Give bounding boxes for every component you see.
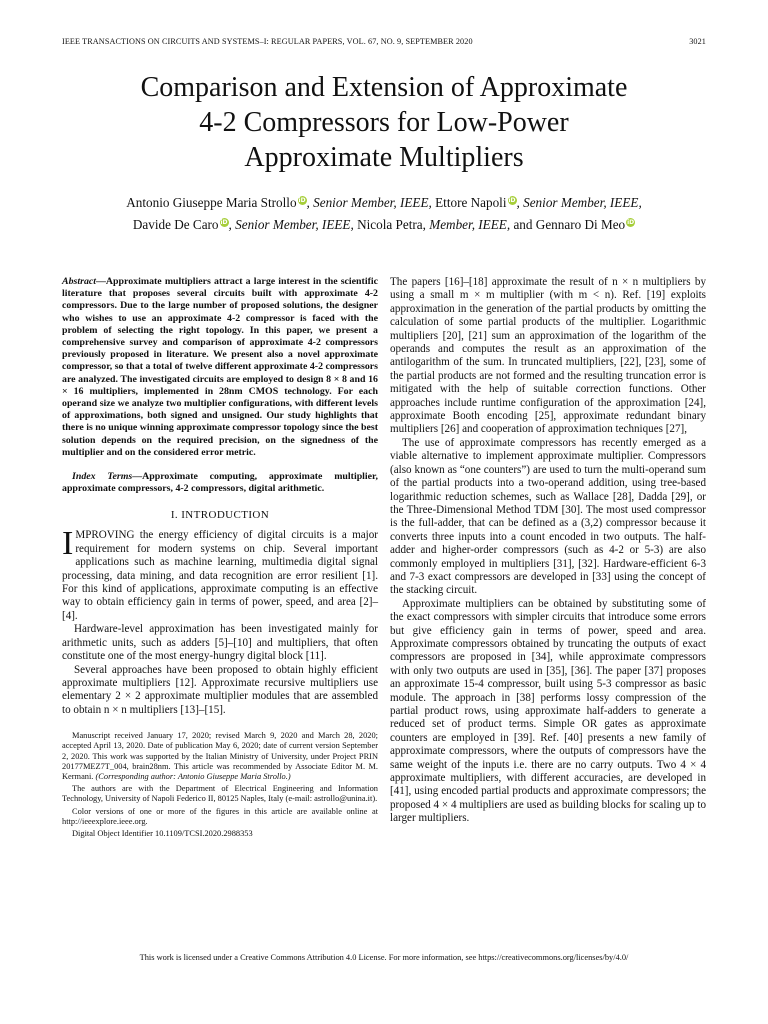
abstract-label: Abstract (62, 276, 97, 287)
footnote-text: Manuscript received January 17, 2020; revised March 9, 2020 and March 28, 2020; accepted April 13, 2020. Date of publication May 6, 2020; date of current version September 2, 2020. This work was supported by the Italian Ministry of University, under Project PRIN 20177MEZ7T_004, brain28nm. This article was recommended by Associate Editor M. M. Kermani. (62, 731, 378, 781)
author-name: and Gennaro Di Meo (510, 217, 626, 232)
page-number: 3021 (689, 37, 706, 46)
author-line (60, 214, 708, 236)
author-affiliation: , Senior Member, IEEE, (306, 195, 432, 210)
intro-text: MPROVING the energy efficiency of digital circuits is a major requirement for modern systems on chip. Several important applications such as machine learning, multimedia digital signal processing, data mining, and data recognition are error resilient [1]. For this kind of applications, approximate computing is an effective way to obtain efficiency gain in terms of power, speed, and area [2]–[4]. (62, 529, 378, 622)
author-name: Davide De Caro (132, 217, 219, 232)
footnote-manuscript (62, 731, 378, 782)
orcid-icon[interactable]: iD (627, 219, 635, 226)
body-paragraph: The papers [16]–[18] approximate the result of n × n multipliers by using a small m × m multiplier (with m < n). Ref. [19] exploits approximation in the generation of the partial products by omitting the calculation of some partial products of the multiplier. Logarithmic multipliers [20], [21] sum an approximation of the logarithm of the operands and computes the result as an approximation of the antilogarithm of the sum. In truncated multipliers, [22], [23], some of the partial products are not formed and the resulting truncation error is mitigated with the help of suitable correction functions. Other approaches include runtime configuration of the approximation [24], approximate Booth encoding [25], approximate redundant binary multipliers [26] and cooperation of approximation techniques [27], (390, 276, 706, 436)
running-head (62, 37, 706, 46)
title-line: Comparison and Extension of Approximate (140, 72, 628, 103)
footnote-color-versions: Color versions of one or more of the figures in this article are available online at http://ieeexplore.ieee.org. (62, 806, 378, 826)
right-column (390, 276, 706, 826)
paper-title (60, 70, 708, 175)
author-affiliation: , Senior Member, IEEE, (516, 195, 642, 210)
title-line: 4-2 Compressors for Low-Power (199, 107, 569, 138)
index-terms-label: Index Terms (72, 471, 133, 483)
abstract (62, 276, 378, 459)
footnote-doi[interactable]: Digital Object Identifier 10.1109/TCSI.2020.2988353 (72, 828, 253, 838)
intro-paragraph (62, 525, 378, 623)
drop-cap: I (62, 525, 74, 563)
author-name: Nicola Petra, (353, 217, 426, 232)
intro-paragraph: Several approaches have been proposed to obtain highly efficient approximate multipliers [12]. Approximate recursive multipliers use elementary 2 × 2 approximate multiplier modules that are assembled to obtain n × n multipliers [13]–[15]. (62, 663, 378, 716)
index-terms (62, 471, 378, 495)
footnotes (62, 731, 378, 839)
abstract-text: —Approximate multipliers attract a large interest in the scientific literature that proposes several circuits built with approximate 4-2 compressors. Due to the large number of proposed solutions, the designer who wishes to use an approximate 4-2 compressor is faced with the problem of selecting the right topology. In this paper, we present a comprehensive survey and comparison of approximate 4-2 compressors previously proposed in literature. We present also a novel approximate compressor, so that a total of twelve different approximate 4-2 compressors are analyzed. The investigated circuits are employed to design 8 × 8 and 16 × 16 multipliers, implemented in 28nm CMOS technology. For each operand size we analyze two multiplier configurations, with different levels of approximations, both signed and unsigned. Our study highlights that there is no unique winning approximate compressor topology since the best solution depends on the required precision, on the signedness of the multiplier and on the considered error metric. (62, 276, 378, 458)
orcid-icon[interactable]: iD (508, 197, 516, 204)
journal-header: IEEE TRANSACTIONS ON CIRCUITS AND SYSTEMS–I: REGULAR PAPERS, VOL. 67, NO. 9, SEPTEMBER 2020 (62, 37, 473, 46)
index-terms-text: —Approximate computing, approximate multiplier, approximate compressors, 4-2 compressors, digital arithmetic. (62, 471, 378, 495)
title-line: Approximate Multipliers (244, 142, 524, 173)
author-affiliation: Member, IEEE, (425, 217, 511, 232)
left-column (62, 276, 378, 841)
author-line (60, 192, 708, 214)
section-heading: I. INTRODUCTION (170, 509, 270, 522)
author-affiliation: , Senior Member, IEEE, (228, 217, 354, 232)
corresponding-author: (Corresponding author: Antonio Giuseppe Maria Strollo.) (95, 771, 291, 781)
body-paragraph: Approximate multipliers can be obtained by substituting some of the exact compressors with simpler circuits that introduce some errors but give efficiency gain in terms of power, speed and area. Approximate compressors obtained by truncating the outputs of exact compressors are proposed in [34], while approximate compressors with only two outputs are used in [35], [36]. The paper [37] proposes an approximate 15-4 compressor, built using 5-3 compressor as basic module. The approach in [38] performs lossy compression of the partial product rows, using approximate half-adders to generate a reduced set of product terms. Simple OR gates as approximate counters are employed in [39]. Ref. [40] presents a new family of approximate compressors, where the outputs of compressors have the same weight of the inputs i.e. there are no carry outputs. Two 4 × 4 approximate multipliers, with different accuracies, are developed in [41], using encoded partial products and approximate compressors; the proposed 4 × 4 multipliers are used as building blocks for scaling up to larger multipliers. (390, 597, 706, 825)
intro-paragraph: Hardware-level approximation has been investigated mainly for arithmetic units, such as adders [5]–[10] and multipliers, that often constitute one of the most energy-hungry digital block [11]. (62, 623, 378, 663)
license-footer[interactable]: This work is licensed under a Creative Commons Attribution 4.0 License. For more information, see https://creativecommons.org/licenses/by/4.0/ (139, 953, 629, 962)
author-name: Ettore Napoli (431, 195, 507, 210)
orcid-icon[interactable]: iD (220, 219, 228, 226)
orcid-icon[interactable]: iD (298, 197, 306, 204)
author-name: Antonio Giuseppe Maria Strollo (126, 195, 297, 210)
body-paragraph: The use of approximate compressors has recently emerged as a viable alternative to implement approximate multiplier. Compressors (also known as “one counters”) are used to turn the multi-operand sum of the partial products into a two-operand addition, using tree-based logarithmic reduction schemes, such as Wallace [28], Dadda [29], or the Three-Dimensional Method TDM [30]. The most used compressor is the full-adder, that can be defined as a (3,2) compressor because it converts three inputs into a count encoded in two outputs. The half-adder and higher-order compressors (such as 4-2 or 5-3) are also commonly employed in multipliers [31], [32]. Hardware-efficient 6-3 and 7-3 exact compressors are developed in [33] using the concept of the stacking circuit. (390, 436, 706, 597)
author-list (60, 192, 708, 236)
footnote-affiliation: The authors are with the Department of Electrical Engineering and Information Technology, University of Napoli Federico II, 80125 Naples, Italy (e-mail: astrollo@unina.it). (62, 784, 378, 804)
